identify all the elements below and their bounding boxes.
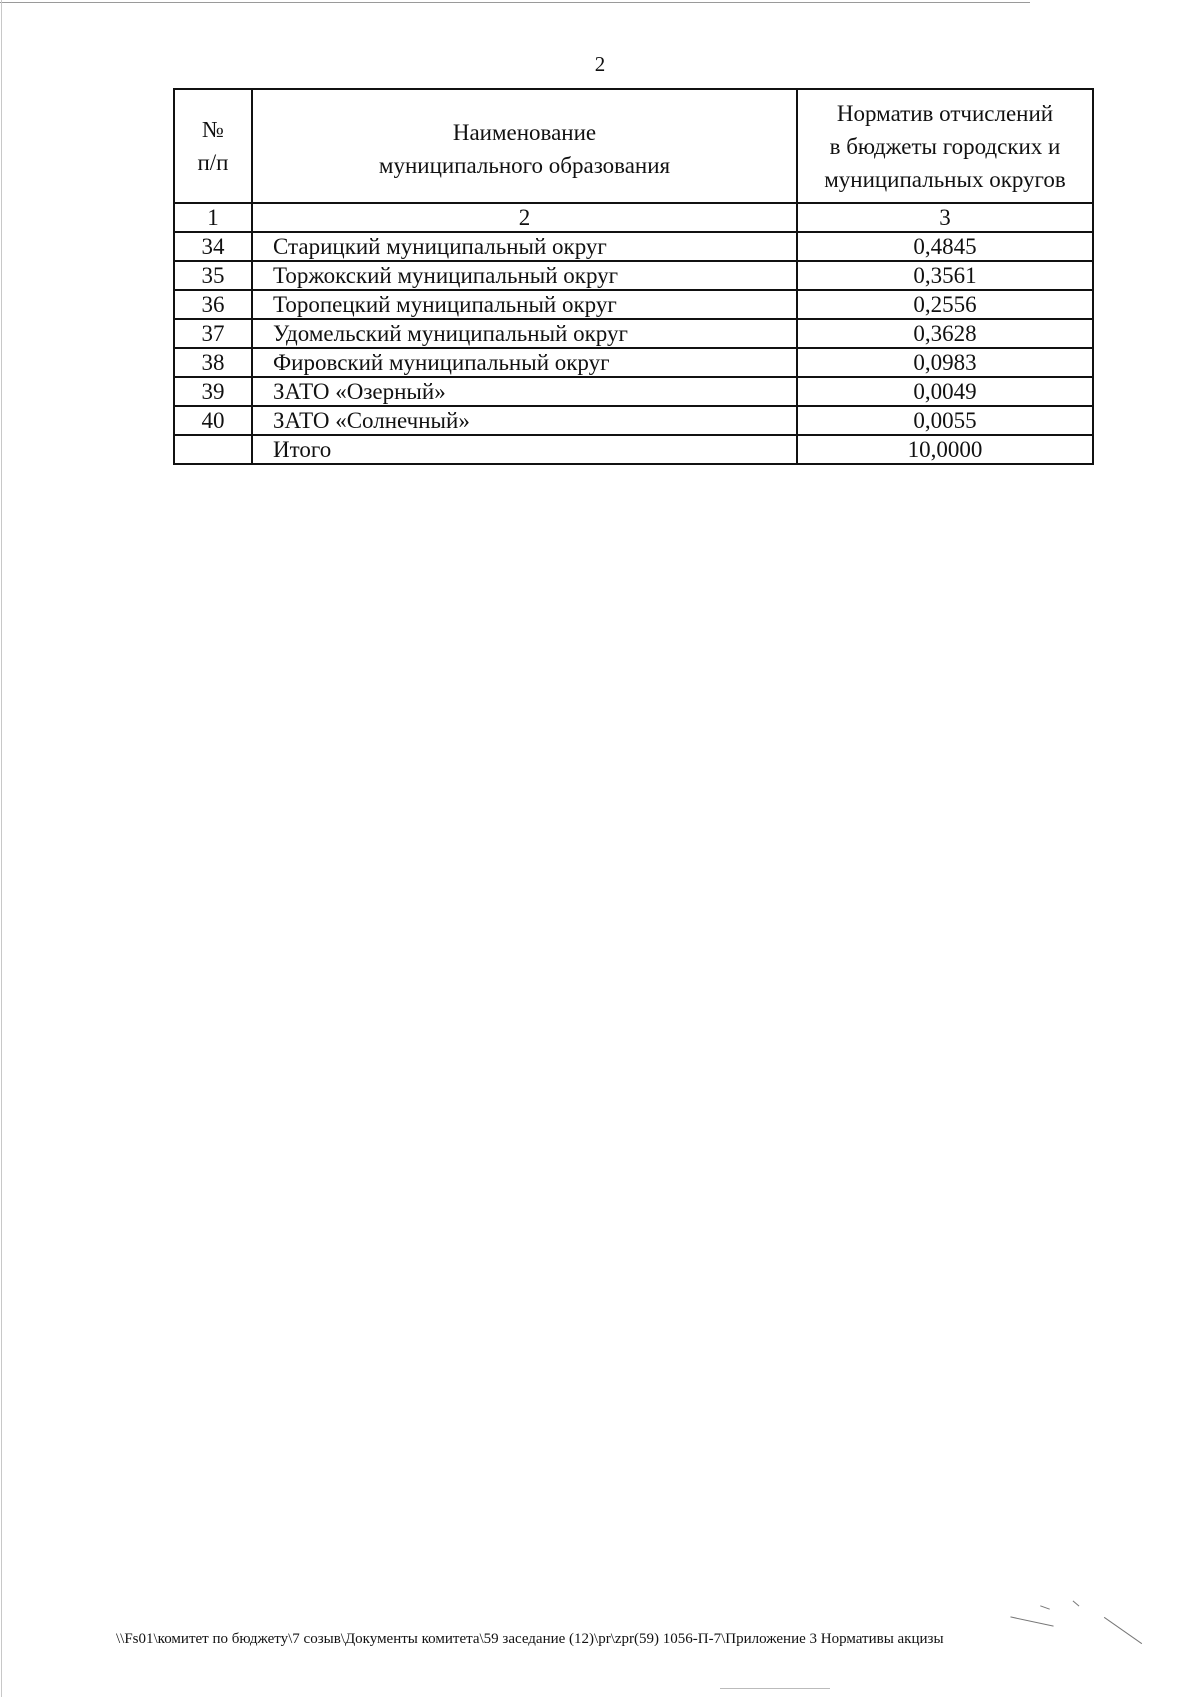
column-index: 2 [252, 203, 797, 232]
header-number-line: п/п [197, 150, 229, 175]
header-number-line: № [202, 117, 224, 142]
scan-speck [1010, 1616, 1053, 1626]
header-municipality-name [252, 89, 797, 203]
municipality-name: ЗАТО «Солнечный» [252, 406, 797, 435]
total-value: 10,0000 [797, 435, 1093, 464]
table-row [174, 290, 1093, 319]
row-number: 36 [174, 290, 252, 319]
scan-speck [720, 1688, 830, 1689]
row-number: 34 [174, 232, 252, 261]
header-norm-line: в бюджеты городских и [829, 133, 1061, 159]
table-row [174, 348, 1093, 377]
column-index-row [174, 203, 1093, 232]
table-row [174, 261, 1093, 290]
deduction-norms-table [173, 88, 1094, 465]
table-row [174, 319, 1093, 348]
header-name-line: муниципального образования [378, 153, 671, 178]
scan-edge-left [1, 0, 2, 1697]
row-number: 38 [174, 348, 252, 377]
row-number: 40 [174, 406, 252, 435]
total-row [174, 435, 1093, 464]
municipality-name: Торопецкий муниципальный округ [252, 290, 797, 319]
municipality-name: Удомельский муниципальный округ [252, 319, 797, 348]
row-number: 35 [174, 261, 252, 290]
deduction-norm-value: 0,3561 [797, 261, 1093, 290]
footer-file-path: \\Fs01\комитет по бюджету\7 созыв\Документы комитета\59 заседание (12)\pr\zpr(59) 1056-П-7\Приложение 3 Нормативы акцизы [116, 1631, 944, 1647]
municipality-name: ЗАТО «Озерный» [252, 377, 797, 406]
header-deduction-norm [797, 89, 1093, 203]
scan-speck [1040, 1605, 1050, 1609]
table-row [174, 377, 1093, 406]
header-name-line: Наименование [452, 120, 597, 145]
column-index: 3 [797, 203, 1093, 232]
municipality-name: Торжокский муниципальный округ [252, 261, 797, 290]
table-header-row [174, 89, 1093, 203]
deduction-norm-value: 0,0055 [797, 406, 1093, 435]
municipality-name: Старицкий муниципальный округ [252, 232, 797, 261]
row-number: 39 [174, 377, 252, 406]
scan-speck [1073, 1601, 1080, 1607]
page-number: 2 [594, 52, 606, 76]
total-number-empty [174, 435, 252, 464]
column-index: 1 [174, 203, 252, 232]
row-number: 37 [174, 319, 252, 348]
deduction-norm-value: 0,3628 [797, 319, 1093, 348]
total-label: Итого [252, 435, 797, 464]
table-row [174, 406, 1093, 435]
scan-edge-top [0, 2, 1030, 3]
scan-speck [1104, 1617, 1142, 1644]
deduction-norm-value: 0,0983 [797, 348, 1093, 377]
header-norm-line: Норматив отчислений [836, 100, 1054, 126]
deduction-norm-value: 0,4845 [797, 232, 1093, 261]
municipality-name: Фировский муниципальный округ [252, 348, 797, 377]
deduction-norm-value: 0,2556 [797, 290, 1093, 319]
deduction-norm-value: 0,0049 [797, 377, 1093, 406]
header-number [174, 89, 252, 203]
header-norm-line: муниципальных округов [824, 166, 1066, 192]
table-row [174, 232, 1093, 261]
